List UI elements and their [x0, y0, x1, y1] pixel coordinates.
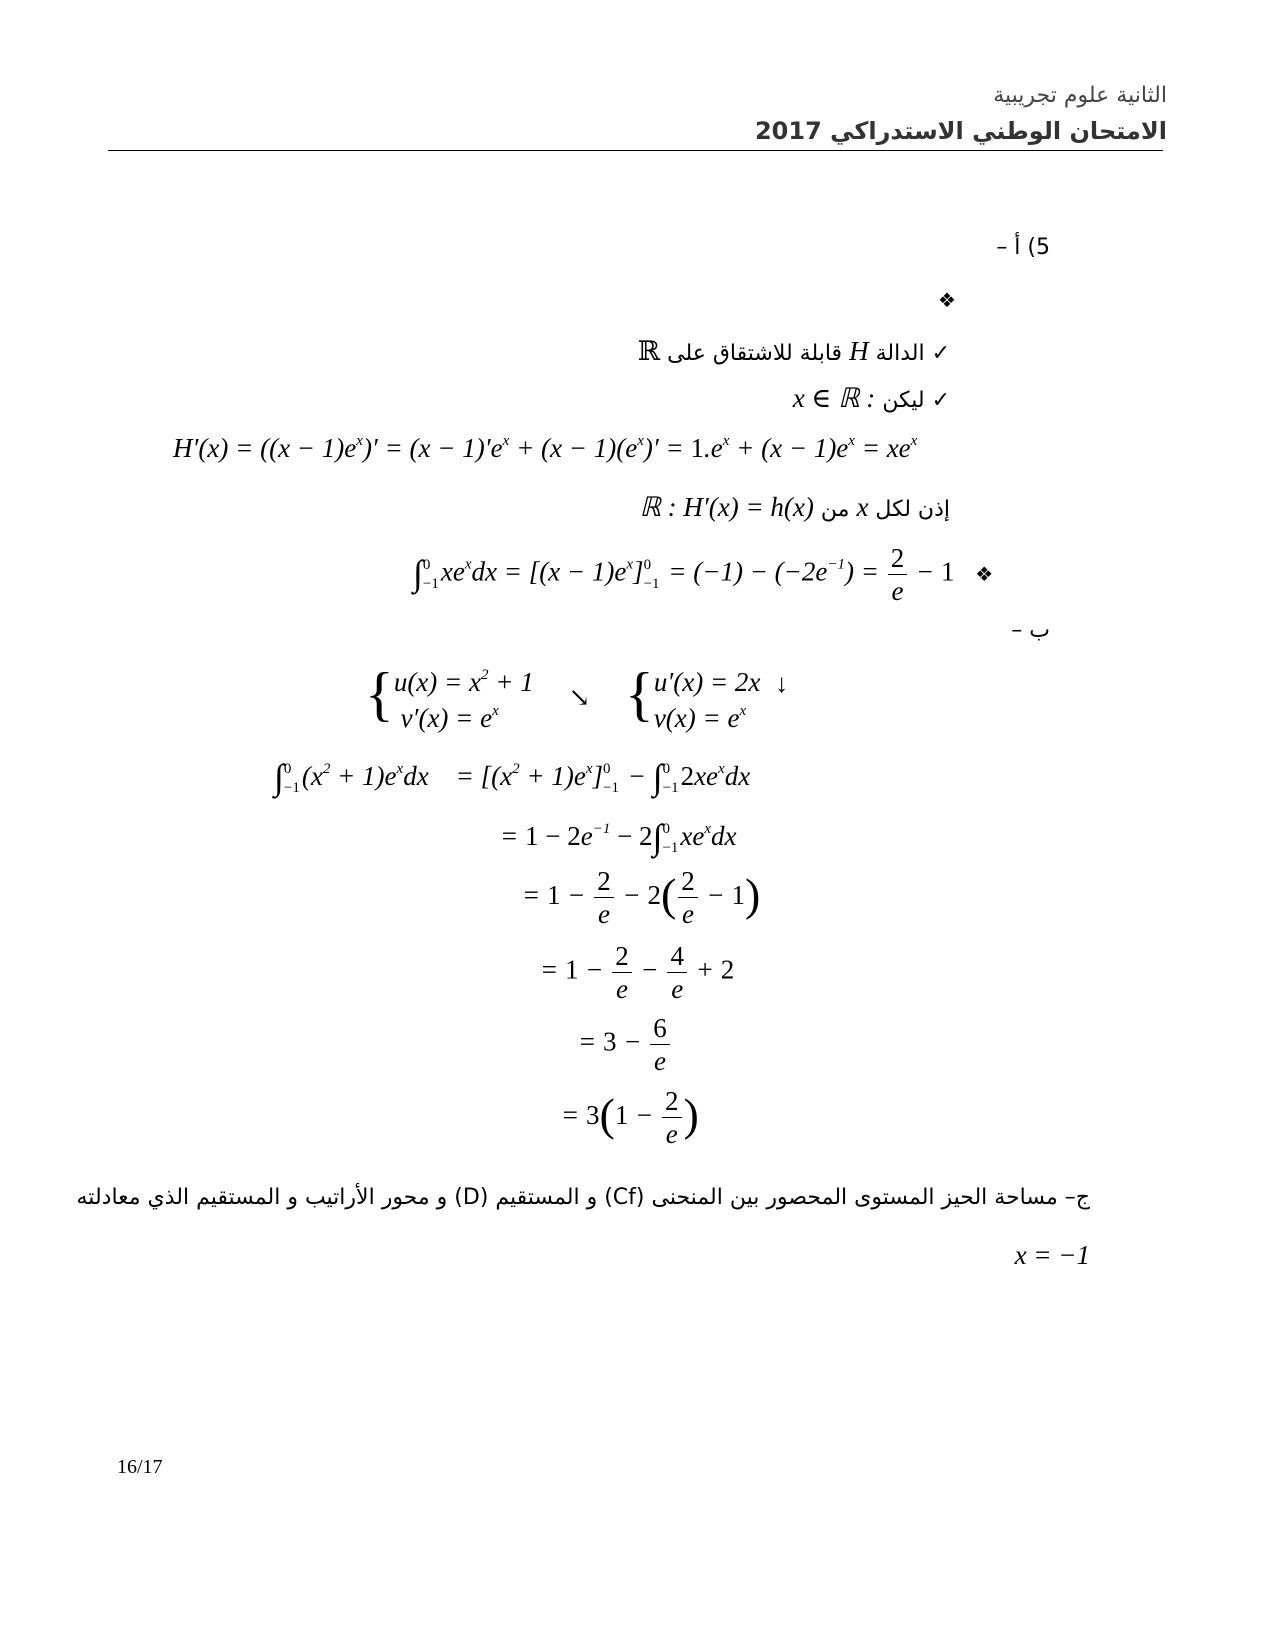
page-number: 16/17: [117, 1456, 163, 1478]
diamond-bullet-icon: ❖: [938, 290, 956, 312]
question-5a-label: 5) أ –: [996, 235, 1050, 260]
item-differentiable: ✓ الدالة H قابلة للاشتقاق على ℝ: [637, 336, 950, 366]
integral-xex: ∫ 0 −1 $xe^xdx = [(x - 1)e^x]$ 0 −1 = $(-1) - (-2e^{-1})$ = $\frac{2}{e}$ − 1 ❖: [413, 543, 994, 606]
ipp-line-1: ∫ 0 −1 $(x^2 + 1)e^xdx$ = $[(x^2 + 1)e^x]$ 0 −1 − ∫ 0 −1 $2xe^xdx$: [274, 757, 751, 797]
check-icon: ✓: [931, 388, 950, 413]
item-let-x: ✓ ليكن x ∈ ℝ :: [792, 383, 950, 413]
ipp-line-3: = 1 − $\frac{2}{e}$ − 2( $\frac{2}{e}$ − 1): [522, 866, 761, 930]
integration-by-parts-setup: { $u(x) = x^2 + 1$ $v'(x) = e^x$ ↘ { u′(x) = 2x $v(x) = e^x$ ↓: [365, 661, 789, 733]
diamond-bullet-icon: ❖: [975, 563, 994, 586]
header-exam-title: الامتحان الوطني الاستدراكي 2017: [754, 117, 1167, 145]
ipp-line-6: = 3(1 − $\frac{2}{e}$ ): [561, 1086, 699, 1150]
derivative-conclusion: إذن لكل x من ℝ : H′(x) = h(x): [639, 492, 950, 522]
ipp-line-5: = 3 − $\frac{6}{e}$: [578, 1012, 672, 1077]
check-icon: ✓: [931, 341, 950, 366]
down-arrow-icon: ↓: [775, 669, 789, 698]
question-5b-label: ب –: [1011, 618, 1050, 643]
header-divider: [108, 150, 1163, 151]
ipp-line-4: = 1 − $\frac{2}{e}$ − $\frac{4}{e}$ + 2: [540, 941, 735, 1004]
derivative-computation: $H'(x) = ((x - 1)e^x)' = (x - 1)'e^x + (x - 1)(e^x)' = 1.e^x + (x - 1)e^x = xe^x$: [173, 433, 918, 463]
question-5c-text: ج– مساحة الحيز المستوى المحصور بين المنحنى (Cf) و المستقيم (D) و محور الأراتيب و المستقيم الذي معادلته: [76, 1185, 1090, 1210]
header-subject: الثانية علوم تجريبية: [993, 83, 1167, 108]
question-5c-equation: x = −1: [1014, 1240, 1090, 1270]
ipp-line-2: = $1 - 2e^{-1} - 2\int$ 0 −1 $xe^xdx$: [500, 817, 737, 857]
diagonal-arrow-icon: ↘: [568, 683, 591, 712]
